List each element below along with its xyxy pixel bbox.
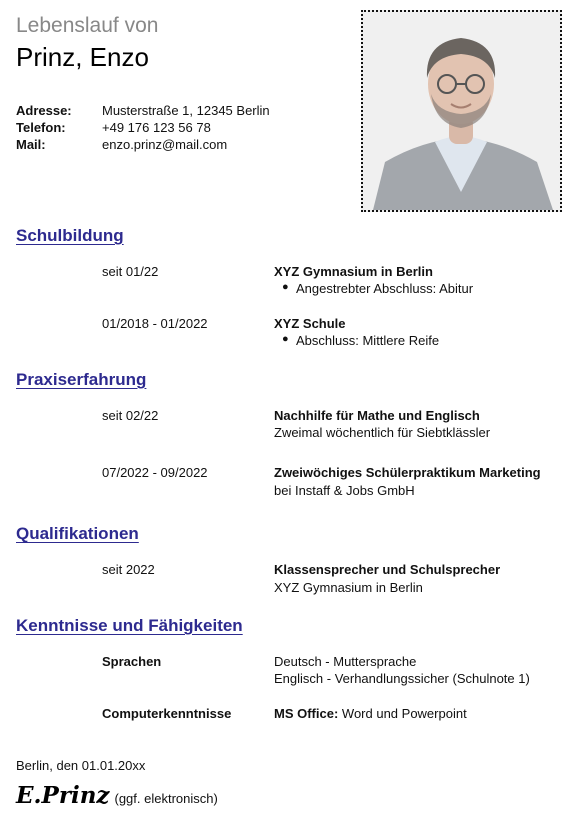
entry-subtitle: XYZ Gymnasium in Berlin <box>274 580 423 595</box>
skill-line: Englisch - Verhandlungssicher (Schulnote 1) <box>274 671 530 686</box>
bullet-dot-icon: ● <box>282 281 289 293</box>
signature-row <box>16 782 218 809</box>
entry-title: Klassensprecher und Schulsprecher <box>274 562 501 577</box>
entry-date: seit 2022 <box>102 562 155 577</box>
mail-label: Mail: <box>16 137 46 152</box>
address-label: Adresse: <box>16 103 72 118</box>
section-heading-kenntnisse: Kenntnisse und Fähigkeiten <box>16 616 243 635</box>
signature: E.Prinz <box>16 782 110 809</box>
address-value: Musterstraße 1, 12345 Berlin <box>102 103 270 118</box>
place-date: Berlin, den 01.01.20xx <box>16 758 146 773</box>
skill-line <box>274 706 467 721</box>
entry-subtitle: bei Instaff & Jobs GmbH <box>274 483 415 498</box>
skill-label: Computerkenntnisse <box>102 706 232 721</box>
entry-title: Zweiwöchiges Schülerpraktikum Marketing <box>274 465 541 480</box>
profile-photo <box>361 10 562 212</box>
entry-date: seit 01/22 <box>102 264 159 279</box>
skill-line-bold: MS Office: <box>274 706 339 721</box>
entry-date: 07/2022 - 09/2022 <box>102 465 208 480</box>
entry-bullet-text: Abschluss: Mittlere Reife <box>296 333 440 348</box>
entry-bullet <box>282 281 474 296</box>
entry-title: XYZ Gymnasium in Berlin <box>274 264 433 279</box>
section-heading-qualifikationen: Qualifikationen <box>16 524 139 543</box>
skill-label: Sprachen <box>102 654 162 669</box>
cv-pretitle: Lebenslauf von <box>16 14 159 37</box>
bullet-dot-icon: ● <box>282 333 289 345</box>
section-heading-schulbildung: Schulbildung <box>16 226 124 245</box>
skill-line-text: Word und Powerpoint <box>338 706 467 721</box>
entry-bullet <box>282 333 440 348</box>
entry-date: 01/2018 - 01/2022 <box>102 316 208 331</box>
mail-value: enzo.prinz@mail.com <box>102 137 228 152</box>
entry-date: seit 02/22 <box>102 408 159 423</box>
phone-label: Telefon: <box>16 120 66 135</box>
portrait-illustration <box>363 12 560 210</box>
entry-subtitle: Zweimal wöchentlich für Siebtklässler <box>274 425 491 440</box>
entry-title: Nachhilfe für Mathe und Englisch <box>274 408 480 423</box>
entry-bullet-text: Angestrebter Abschluss: Abitur <box>296 281 474 296</box>
section-heading-praxiserfahrung: Praxiserfahrung <box>16 370 147 389</box>
skill-line: Deutsch - Muttersprache <box>274 654 417 669</box>
phone-value: +49 176 123 56 78 <box>102 120 211 135</box>
signature-note: (ggf. elektronisch) <box>114 791 218 806</box>
entry-title: XYZ Schule <box>274 316 346 331</box>
cv-name: Prinz, Enzo <box>16 42 149 72</box>
